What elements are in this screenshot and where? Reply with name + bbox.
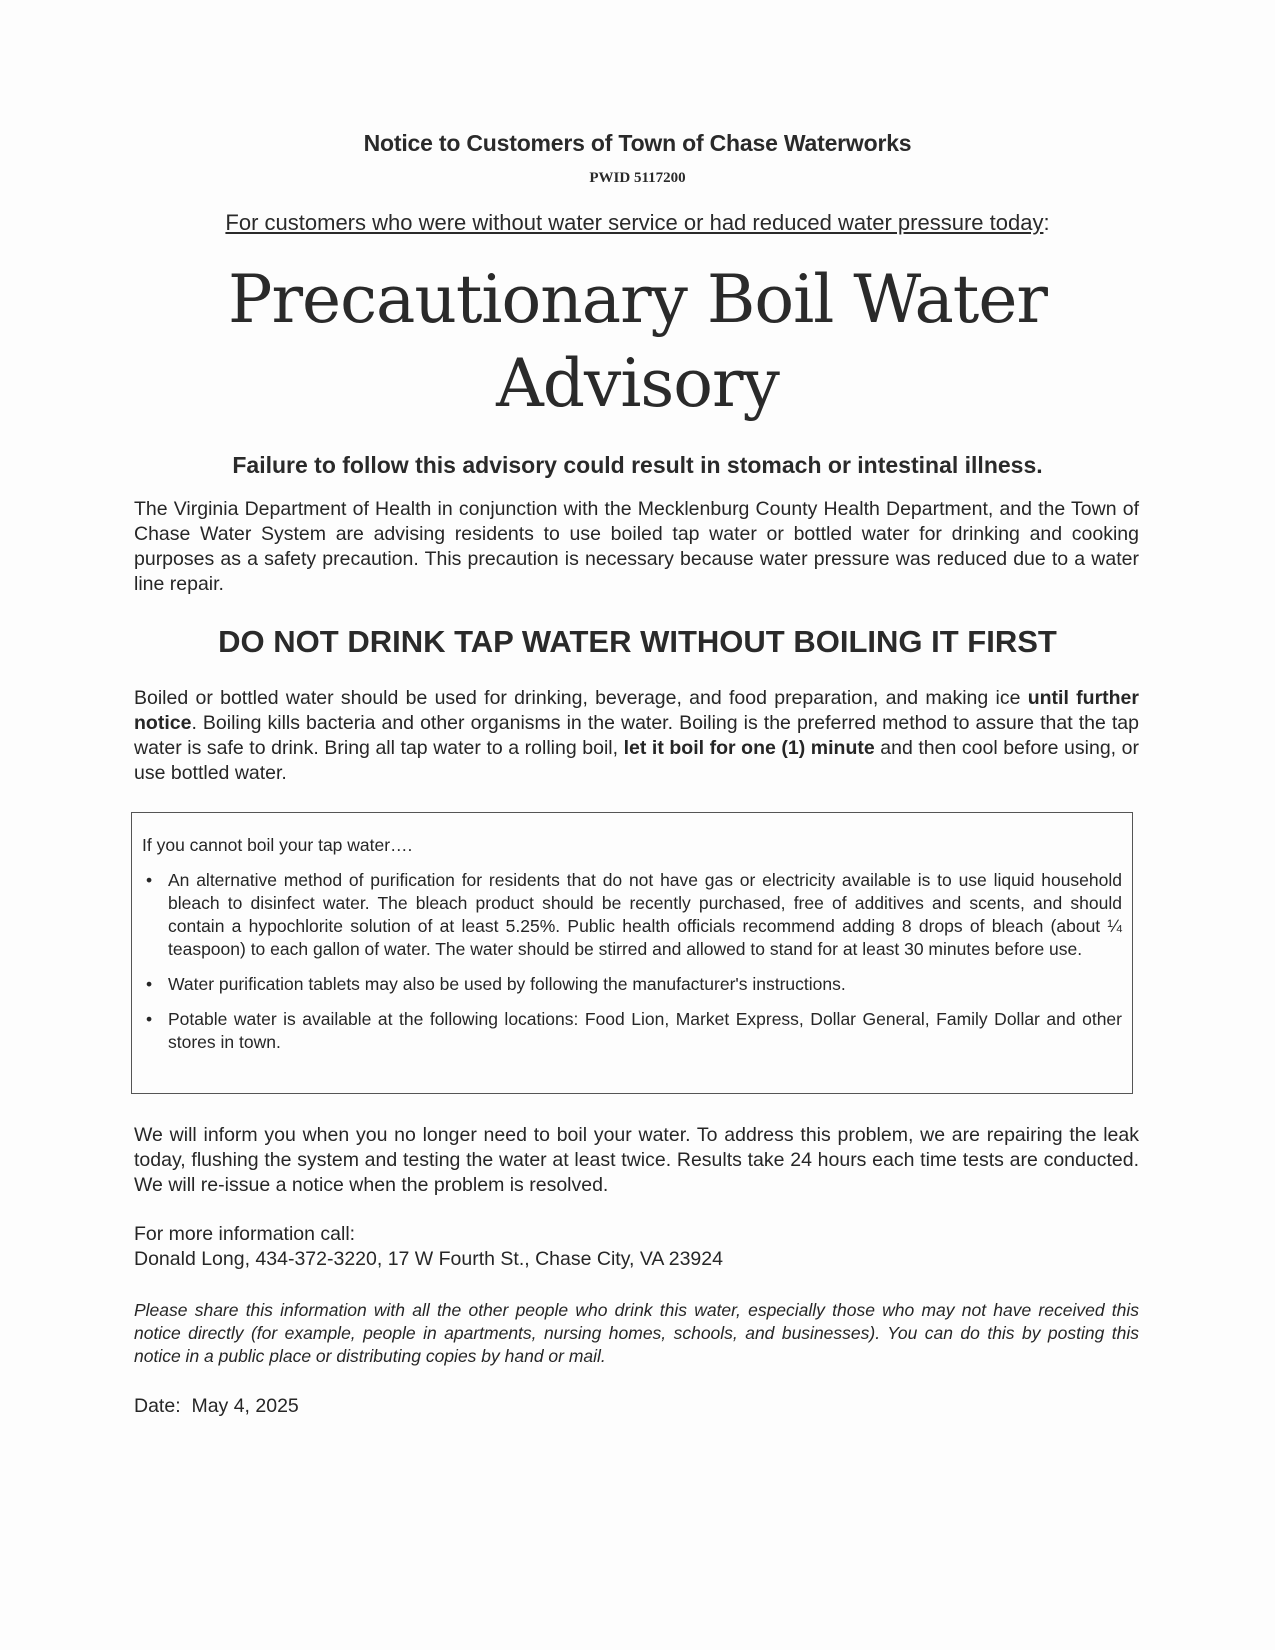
boil-bold-2: let it boil for one (1) minute <box>623 737 875 759</box>
advisory-title <box>0 258 1275 426</box>
contact-label: For more information call: <box>134 1223 356 1245</box>
boil-bold-1: until further notice <box>134 687 1139 734</box>
alternative-methods-list <box>142 869 1122 1066</box>
contact-info <box>134 1222 723 1272</box>
list-item <box>142 869 1122 961</box>
subheading-text: For customers who were without water service or had reduced water pressure today <box>225 210 1044 235</box>
advisory-title-line2: Advisory <box>496 345 779 422</box>
alternative-methods-box <box>131 812 1133 1094</box>
inform-paragraph: We will inform you when you no longer need to boil your water. To address this problem, we are repairing the leak today, flushing the system and testing the water at least twice. Results take 24 hours each time tests are conducted. We will re-issue a notice when the problem is resolved. <box>134 1124 1139 1196</box>
do-not-drink-heading: DO NOT DRINK TAP WATER WITHOUT BOILING IT FIRST <box>218 624 1057 659</box>
bullet-icon: • <box>146 1009 153 1029</box>
list-item <box>142 1008 1122 1054</box>
boil-text-3: and then cool before using, or use bottled water. <box>134 737 1139 784</box>
boil-instructions-paragraph <box>134 686 1139 786</box>
health-department-paragraph: The Virginia Department of Health in conjunction with the Mecklenburg County Health Department, and the Town of Chase Water System are advising residents to use boiled tap water or bottled water for drinking and cooking purposes as a safety precaution. This precaution is necessary because water pressure was reduced due to a water line repair. <box>134 498 1139 595</box>
bullet-icon: • <box>146 974 153 994</box>
date-value: May 4, 2025 <box>191 1395 299 1417</box>
pwid-number: PWID 5117200 <box>589 170 686 186</box>
boil-text-2: . Boiling kills bacteria and other organisms in the water. Boiling is the preferred method to assure that the tap water is safe to drink. Bring all tap water to a rolling boil, <box>134 712 1139 759</box>
list-item <box>142 973 1122 996</box>
boil-text-1: Boiled or bottled water should be used for drinking, beverage, and food preparation, and making ice <box>134 687 1028 709</box>
box-intro: If you cannot boil your tap water…. <box>142 835 413 855</box>
contact-details: Donald Long, 434-372-3220, 17 W Fourth St., Chase City, VA 23924 <box>134 1248 723 1270</box>
list-item-text: An alternative method of purification for residents that do not have gas or electricity available is to use liquid household bleach to disinfect water. The bleach product should be recently purchased, free of additives and scents, and should contain a hypochlorite solution of at least 5.25%. Public health officials recommend adding 8 drops of bleach (about ¼ teaspoon) to each gallon of water. The water should be stirred and allowed to stand for at least 30 minutes before use. <box>168 870 1122 959</box>
notice-date <box>134 1395 299 1418</box>
date-label: Date: <box>134 1395 181 1417</box>
notice-title: Notice to Customers of Town of Chase Waterworks <box>363 130 912 156</box>
bullet-icon: • <box>146 870 153 890</box>
list-item-text: Potable water is available at the following locations: Food Lion, Market Express, Dollar General, Family Dollar and other stores in town. <box>168 1009 1122 1052</box>
share-notice: Please share this information with all the other people who drink this water, especially those who may not have received this notice directly (for example, people in apartments, nursing homes, schools, and businesses). You can do this by posting this notice in a public place or distributing copies by hand or mail. <box>134 1300 1139 1366</box>
list-item-text: Water purification tablets may also be used by following the manufacturer's instructions. <box>168 974 846 994</box>
subheading <box>0 210 1275 236</box>
advisory-title-line1: Precautionary Boil Water <box>228 261 1047 338</box>
subheading-colon: : <box>1043 210 1050 235</box>
illness-warning: Failure to follow this advisory could result in stomach or intestinal illness. <box>232 452 1043 478</box>
